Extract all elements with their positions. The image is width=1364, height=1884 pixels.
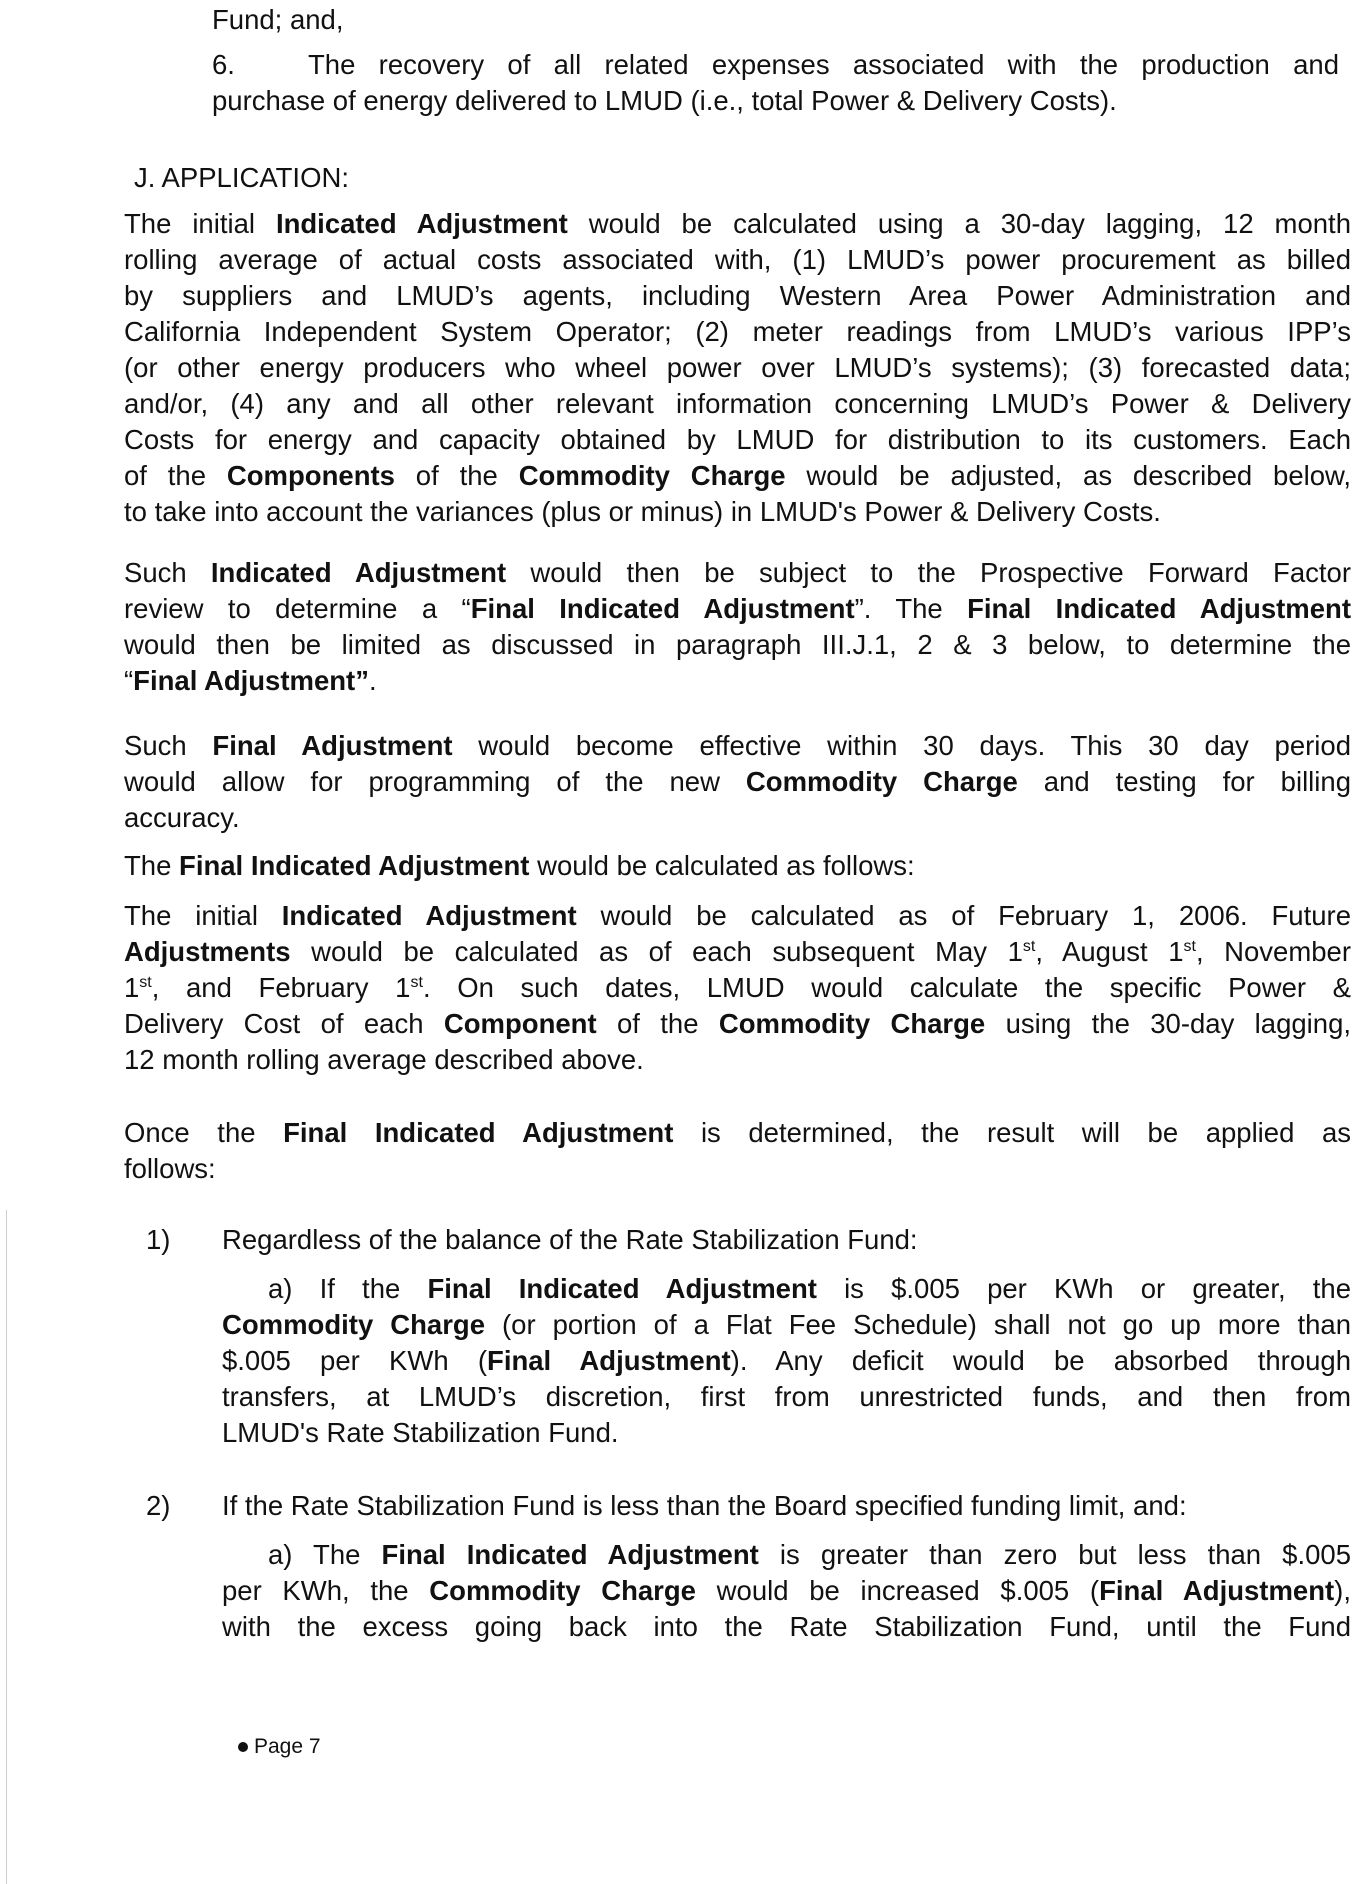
p6-line-2: follows: [124, 1153, 216, 1184]
section-heading-text: J. APPLICATION: [134, 162, 349, 193]
p1-line-3: by suppliers and LMUD’s agents, including Western Area Power Administration and [124, 280, 1351, 311]
paragraph-6 [124, 1115, 1351, 1187]
item-1-text: Regardless of the balance of the Rate Stabilization Fund: [222, 1224, 918, 1255]
item-1a-line-3: $.005 per KWh (Final Adjustment). Any deficit would be absorbed through [222, 1345, 1351, 1376]
item-6-line-2: purchase of energy delivered to LMUD (i.e., total Power & Delivery Costs). [212, 85, 1117, 116]
item-1 [146, 1222, 1356, 1258]
fragment-top [212, 2, 1362, 38]
item-6 [212, 47, 1339, 119]
item-6-number: 6. [212, 49, 235, 80]
p5-line-5: 12 month rolling average described above. [124, 1044, 644, 1075]
p5-line-3: 1st, and February 1st. On such dates, LMUD would calculate the specific Power & [124, 972, 1352, 1003]
item-1a-line-4: transfers, at LMUD’s discretion, first from unrestricted funds, and then from [222, 1381, 1351, 1412]
item-2a-line-3: with the excess going back into the Rate Stabilization Fund, until the Fund [222, 1611, 1351, 1642]
item-1-number: 1) [146, 1224, 171, 1255]
p1-line-8: of the Components of the Commodity Charge would be adjusted, as described below, [124, 460, 1351, 491]
p2-line-1: Such Indicated Adjustment would then be subject to the Prospective Forward Factor [124, 557, 1351, 588]
p1-line-2: rolling average of actual costs associated with, (1) LMUD’s power procurement as billed [124, 244, 1351, 275]
paragraph-5 [124, 898, 1351, 1078]
paragraph-4: The Final Indicated Adjustment would be calculated as follows: [124, 850, 915, 881]
p1-line-4: California Independent System Operator; (2) meter readings from LMUD’s various IPP’s [124, 316, 1351, 347]
p3-line-2: would allow for programming of the new Commodity Charge and testing for billing [124, 766, 1351, 797]
p6-line-1: Once the Final Indicated Adjustment is determined, the result will be applied as [124, 1117, 1351, 1148]
paragraph-2 [124, 555, 1351, 699]
item-1a-line-2: Commodity Charge (or portion of a Flat Fee Schedule) shall not go up more than [222, 1309, 1352, 1340]
item-1a-line-5: LMUD's Rate Stabilization Fund. [222, 1417, 619, 1448]
item-1-a [222, 1271, 1351, 1451]
p1-line-1: The initial Indicated Adjustment would be calculated using a 30-day lagging, 12 month [124, 208, 1351, 239]
section-heading [134, 160, 734, 196]
p2-line-2: review to determine a “Final Indicated Adjustment”. The Final Indicated Adjustment [124, 593, 1352, 624]
item-2-a [222, 1537, 1351, 1645]
item-6-line-1: The recovery of all related expenses associated with the production and [308, 49, 1339, 80]
item-1a-line-1: a) If the Final Indicated Adjustment is $.005 per KWh or greater, the [268, 1273, 1351, 1304]
item-2-text: If the Rate Stabilization Fund is less than the Board specified funding limit, and: [222, 1490, 1187, 1521]
paragraph-3 [124, 728, 1351, 836]
p3-line-1: Such Final Adjustment would become effective within 30 days. This 30 day period [124, 730, 1351, 761]
fragment-text: Fund; and, [212, 4, 344, 35]
p1-line-5: (or other energy producers who wheel power over LMUD’s systems); (3) forecasted data; [124, 352, 1351, 383]
p5-line-4: Delivery Cost of each Component of the Commodity Charge using the 30-day lagging, [124, 1008, 1352, 1039]
p3-line-3: accuracy. [124, 802, 240, 833]
item-2a-line-2: per KWh, the Commodity Charge would be increased $.005 (Final Adjustment), [222, 1575, 1351, 1606]
item-2a-line-1: a) The Final Indicated Adjustment is greater than zero but less than $.005 [268, 1539, 1351, 1570]
scan-edge-line [6, 1210, 7, 1884]
item-2 [146, 1488, 1361, 1524]
paragraph-1 [124, 206, 1351, 530]
page-number: Page 7 [254, 1735, 321, 1758]
p1-line-9: to take into account the variances (plus or minus) in LMUD's Power & Delivery Costs. [124, 496, 1161, 527]
p5-line-1: The initial Indicated Adjustment would be calculated as of February 1, 2006. Future [124, 900, 1351, 931]
p1-line-6: and/or, (4) any and all other relevant information concerning LMUD’s Power & Delivery [124, 388, 1351, 419]
page-footer [238, 1734, 321, 1760]
p2-line-4: “Final Adjustment”. [124, 665, 377, 696]
p5-line-2: Adjustments would be calculated as of each subsequent May 1st, August 1st, November [124, 936, 1352, 967]
p2-line-3: would then be limited as discussed in paragraph III.J.1, 2 & 3 below, to determine the [124, 629, 1351, 660]
p1-line-7: Costs for energy and capacity obtained by LMUD for distribution to its customers. Each [124, 424, 1351, 455]
bullet-icon [238, 1742, 248, 1752]
item-2-number: 2) [146, 1490, 171, 1521]
